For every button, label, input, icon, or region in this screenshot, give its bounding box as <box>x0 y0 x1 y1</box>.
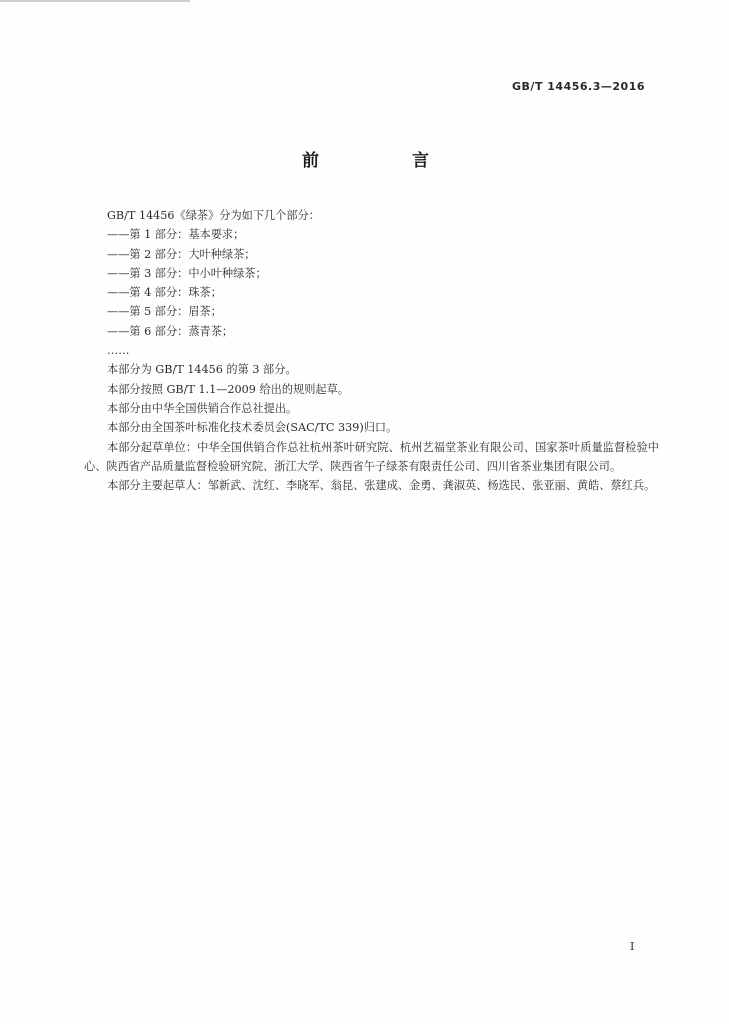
part-list-item: ——第 3 部分：中小叶种绿茶； <box>107 266 267 280</box>
paragraph-drafting-rules: 本部分按照 GB/T 1.1—2009 给出的规则起草。 <box>107 382 349 396</box>
part-list-item: ——第 5 部分：眉茶； <box>107 305 222 319</box>
paragraph-part-statement: 本部分为 GB/T 14456 的第 3 部分。 <box>107 363 297 377</box>
paragraph-proposer: 本部分由中华全国供销合作总社提出。 <box>107 401 298 415</box>
intro-line: GB/T 14456《绿茶》分为如下几个部分： <box>107 209 320 222</box>
page-number: I <box>630 940 635 953</box>
paragraph-drafters: 本部分主要起草人：邹新武、沈红、李晓军、翁昆、张建成、金勇、龚淑英、杨选民、张亚丽、黄皓、蔡红兵。 <box>107 479 656 493</box>
paragraph-drafting-units: 本部分起草单位：中华全国供销合作总社杭州茶叶研究院、杭州艺福堂茶业有限公司、国家茶叶质量监督检验中心、陕西省产品质量监督检验研究院、浙江大学、陕西省午子绿茶有限责任公司、四川省茶业集团有限公司。 <box>84 440 659 473</box>
part-list-item: ——第 4 部分：珠茶； <box>107 286 222 300</box>
part-list-ellipsis: …… <box>107 344 130 358</box>
scan-edge-rule <box>0 0 190 2</box>
page-title: 前 言 <box>302 151 467 171</box>
part-list-item: ——第 6 部分：蒸青茶； <box>107 324 234 338</box>
paragraph-committee: 本部分由全国茶叶标准化技术委员会(SAC/TC 339)归口。 <box>107 421 398 435</box>
foreword-body <box>84 206 659 495</box>
standard-code: GB/T 14456.3—2016 <box>512 80 645 93</box>
part-list-item: ——第 2 部分：大叶种绿茶； <box>107 247 256 261</box>
part-list-item: ——第 1 部分：基本要求； <box>107 228 245 242</box>
